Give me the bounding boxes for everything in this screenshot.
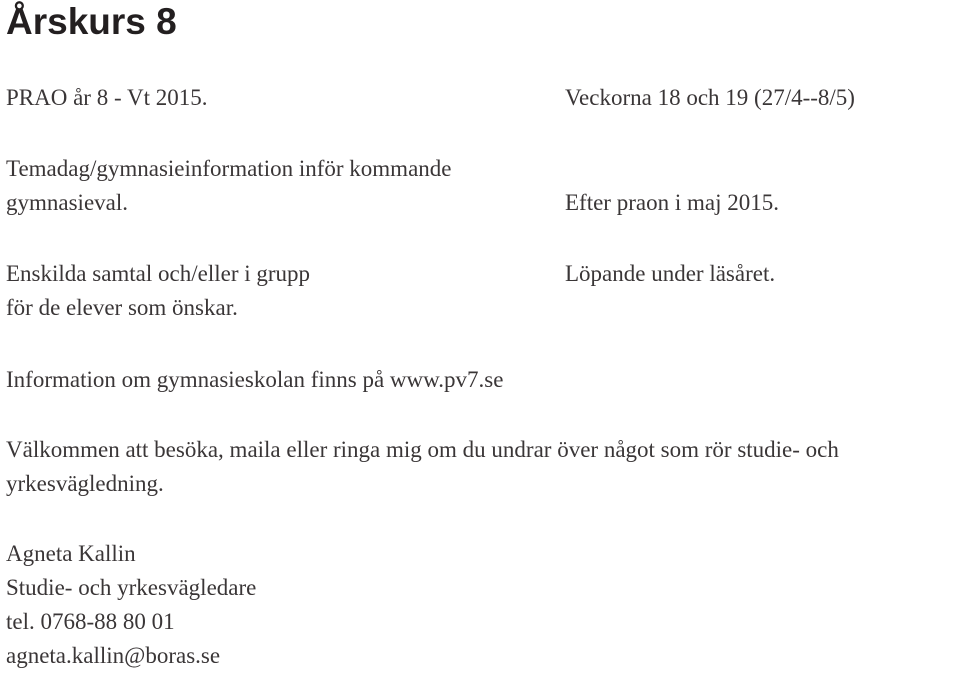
contact-email: agneta.kallin@boras.se: [6, 643, 221, 668]
welcome-paragraph: [6, 433, 839, 501]
contact-name: Agneta Kallin: [6, 541, 136, 566]
samtal-label-line2: för de elever som önskar.: [6, 295, 238, 320]
samtal-label-line1: Enskilda samtal och/eller i grupp: [6, 261, 311, 286]
info-line: Information om gymnasieskolan finns på www.pv7.se: [6, 367, 504, 392]
welcome-line2: yrkesvägledning.: [6, 471, 164, 496]
contact-role: Studie- och yrkesvägledare: [6, 575, 257, 600]
temadag-label-line1: Temadag/gymnasieinformation inför kommande: [6, 156, 452, 181]
prao-label: PRAO år 8 - Vt 2015.: [6, 85, 208, 110]
samtal-label: [6, 257, 310, 325]
page-title: Årskurs 8: [6, 1, 177, 42]
prao-when: Veckorna 18 och 19 (27/4--8/5): [565, 85, 855, 110]
samtal-when: Löpande under läsåret.: [565, 261, 776, 286]
contact-block: [6, 537, 256, 673]
temadag-when: Efter praon i maj 2015.: [565, 190, 779, 215]
temadag-label-line2: gymnasieval.: [6, 190, 128, 215]
welcome-line1: Välkommen att besöka, maila eller ringa mig om du undrar över något som rör studie- och: [6, 437, 839, 462]
contact-phone: tel. 0768-88 80 01: [6, 609, 175, 634]
temadag-label: [6, 152, 452, 220]
